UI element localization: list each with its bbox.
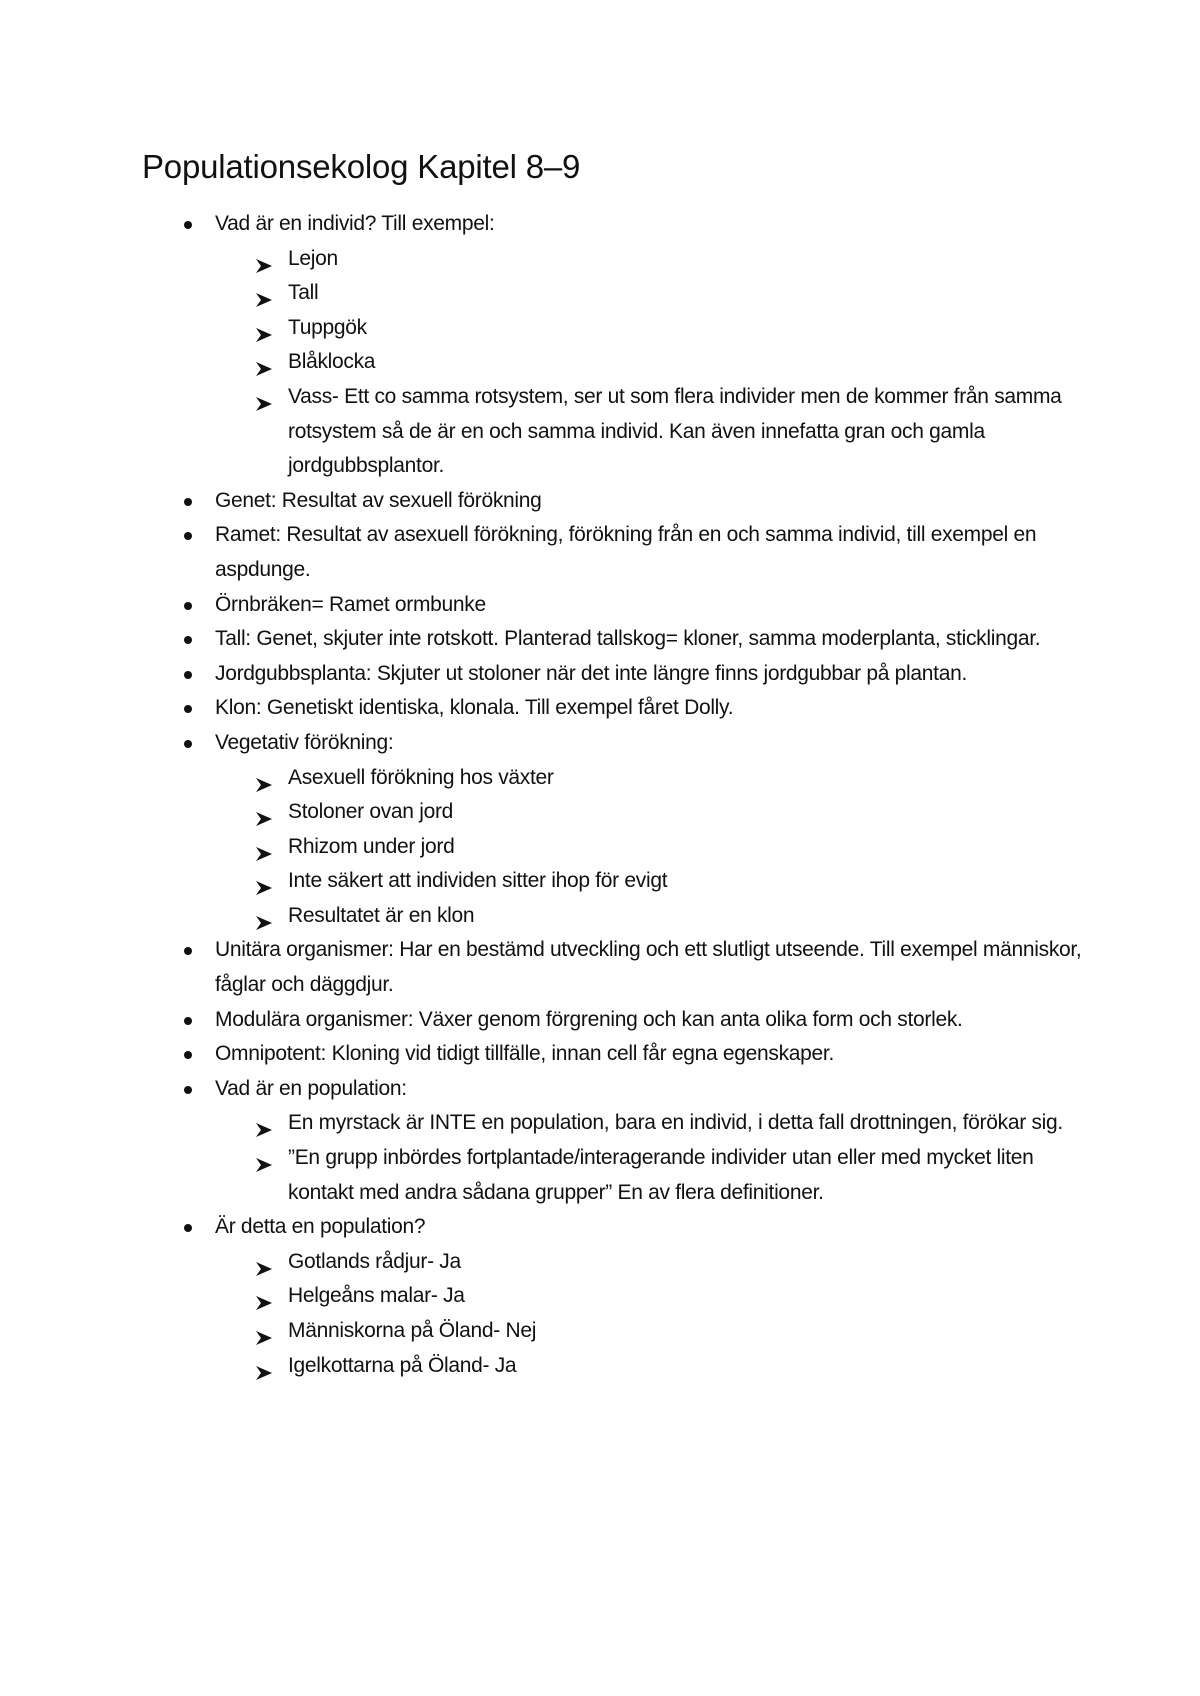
sub-list-item	[215, 1279, 1090, 1314]
sub-list-item	[215, 1245, 1090, 1280]
arrow-bullet-icon	[255, 389, 273, 405]
sub-list	[215, 1106, 1090, 1210]
sub-list-item-text: Blåklocka	[288, 350, 376, 374]
document-title: Populationsekolog Kapitel 8–9	[142, 148, 581, 185]
list-item-text: Ramet: Resultat av asexuell förökning, förökning från en och samma individ, till exempel en aspdunge.	[215, 523, 1037, 581]
bullet-icon	[184, 636, 192, 644]
sub-list-item-text: Inte säkert att individen sitter ihop för evigt	[288, 869, 668, 893]
sub-list-item-text: Helgeåns malar- Ja	[288, 1284, 465, 1308]
bullet-icon	[184, 602, 192, 610]
list-item-text: Vad är en individ? Till exempel:	[215, 212, 495, 235]
list-item-text: Genet: Resultat av sexuell förökning	[215, 488, 542, 512]
sub-list	[215, 242, 1090, 484]
sub-list-item	[215, 899, 1090, 934]
list-item	[142, 1037, 1090, 1072]
sub-list	[215, 761, 1090, 934]
list-item-text: Klon: Genetiskt identiska, klonala. Till exempel fåret Dolly.	[215, 696, 734, 720]
bullet-icon	[184, 1051, 192, 1059]
sub-list-item-text: Gotlands rådjur- Ja	[288, 1249, 461, 1273]
list-item-text: Omnipotent: Kloning vid tidigt tillfälle, innan cell får egna egenskaper.	[215, 1042, 834, 1066]
arrow-bullet-icon	[255, 251, 273, 267]
list-item-text: Unitära organismer: Har en bestämd utveckling och ett slutligt utseende. Till exempel människor, fåglar och däggdjur.	[215, 938, 1082, 997]
list-item	[142, 933, 1090, 1002]
list-item	[142, 484, 1090, 519]
list-item-text: Tall: Genet, skjuter inte rotskott. Planterad tallskog= kloner, samma moderplanta, sticklingar.	[215, 627, 1041, 651]
bullet-list	[142, 207, 1090, 1383]
bullet-icon	[184, 1224, 192, 1232]
sub-list-item	[215, 1141, 1090, 1210]
bullet-icon	[184, 740, 192, 748]
sub-list-item-text: Vass- Ett co samma rotsystem, ser ut som flera individer men de kommer från samma rotsystem så de är en och samma individ. Kan även innefatta gran och gamla jordgubbsplantor.	[288, 384, 1062, 478]
list-item-text: Jordgubbsplanta: Skjuter ut stoloner när det inte längre finns jordgubbar på plantan.	[215, 661, 968, 685]
list-item-text: Örnbräken= Ramet ormbunke	[215, 592, 486, 616]
bullet-icon	[184, 498, 192, 506]
arrow-bullet-icon	[255, 1115, 273, 1131]
arrow-bullet-icon	[255, 1288, 273, 1304]
sub-list-item	[215, 311, 1090, 346]
arrow-bullet-icon	[255, 908, 273, 924]
sub-list-item-text: Igelkottarna på Öland- Ja	[288, 1353, 517, 1377]
sub-list-item	[215, 380, 1090, 484]
sub-list-item-text: En myrstack är INTE en population, bara en individ, i detta fall drottningen, förökar sig.	[288, 1111, 1063, 1135]
bullet-icon	[184, 1086, 192, 1094]
arrow-bullet-icon	[255, 1150, 273, 1166]
sub-list-item	[215, 1106, 1090, 1141]
sub-list-item	[215, 830, 1090, 865]
arrow-bullet-icon	[255, 873, 273, 889]
sub-list-item	[215, 795, 1090, 830]
sub-list-item-text: Lejon	[288, 246, 338, 270]
list-item	[142, 726, 1090, 934]
arrow-bullet-icon	[255, 285, 273, 301]
bullet-icon	[184, 705, 192, 713]
list-item	[142, 1072, 1090, 1210]
sub-list-item-text: Människorna på Öland- Nej	[288, 1319, 537, 1342]
bullet-icon	[184, 221, 192, 229]
bullet-icon	[184, 947, 192, 955]
list-item-text: Modulära organismer: Växer genom förgrening och kan anta olika form och storlek.	[215, 1007, 963, 1031]
list-item	[142, 207, 1090, 484]
sub-list-item-text: Tall	[288, 281, 319, 305]
sub-list-item	[215, 1314, 1090, 1349]
arrow-bullet-icon	[255, 839, 273, 855]
list-item	[142, 588, 1090, 623]
arrow-bullet-icon	[255, 1358, 273, 1374]
list-item-text: Är detta en population?	[215, 1215, 426, 1239]
arrow-bullet-icon	[255, 770, 273, 786]
bullet-icon	[184, 532, 192, 540]
list-item	[142, 657, 1090, 692]
list-item	[142, 691, 1090, 726]
arrow-bullet-icon	[255, 804, 273, 820]
list-item	[142, 518, 1090, 587]
sub-list-item	[215, 1349, 1090, 1384]
sub-list-item	[215, 242, 1090, 277]
list-item	[142, 1003, 1090, 1038]
arrow-bullet-icon	[255, 1323, 273, 1339]
sub-list-item	[215, 276, 1090, 311]
list-item	[142, 622, 1090, 657]
arrow-bullet-icon	[255, 1254, 273, 1270]
sub-list-item	[215, 761, 1090, 796]
sub-list-item-text: Tuppgök	[288, 315, 367, 339]
sub-list-item	[215, 345, 1090, 380]
arrow-bullet-icon	[255, 320, 273, 336]
sub-list-item-text: Rhizom under jord	[288, 834, 455, 858]
list-item-text: Vegetativ förökning:	[215, 730, 394, 754]
sub-list-item-text: ”En grupp inbördes fortplantade/interagerande individer utan eller med mycket liten kontakt med andra sådana grupper” En av flera definitioner.	[288, 1146, 1034, 1204]
sub-list	[215, 1245, 1090, 1383]
sub-list-item-text: Stoloner ovan jord	[288, 800, 454, 824]
bullet-icon	[184, 1017, 192, 1025]
list-item-text: Vad är en population:	[215, 1076, 407, 1100]
sub-list-item-text: Resultatet är en klon	[288, 903, 475, 927]
sub-list-item-text: Asexuell förökning hos växter	[288, 765, 554, 789]
list-item	[142, 1210, 1090, 1383]
sub-list-item	[215, 864, 1090, 899]
arrow-bullet-icon	[255, 354, 273, 370]
bullet-icon	[184, 671, 192, 679]
